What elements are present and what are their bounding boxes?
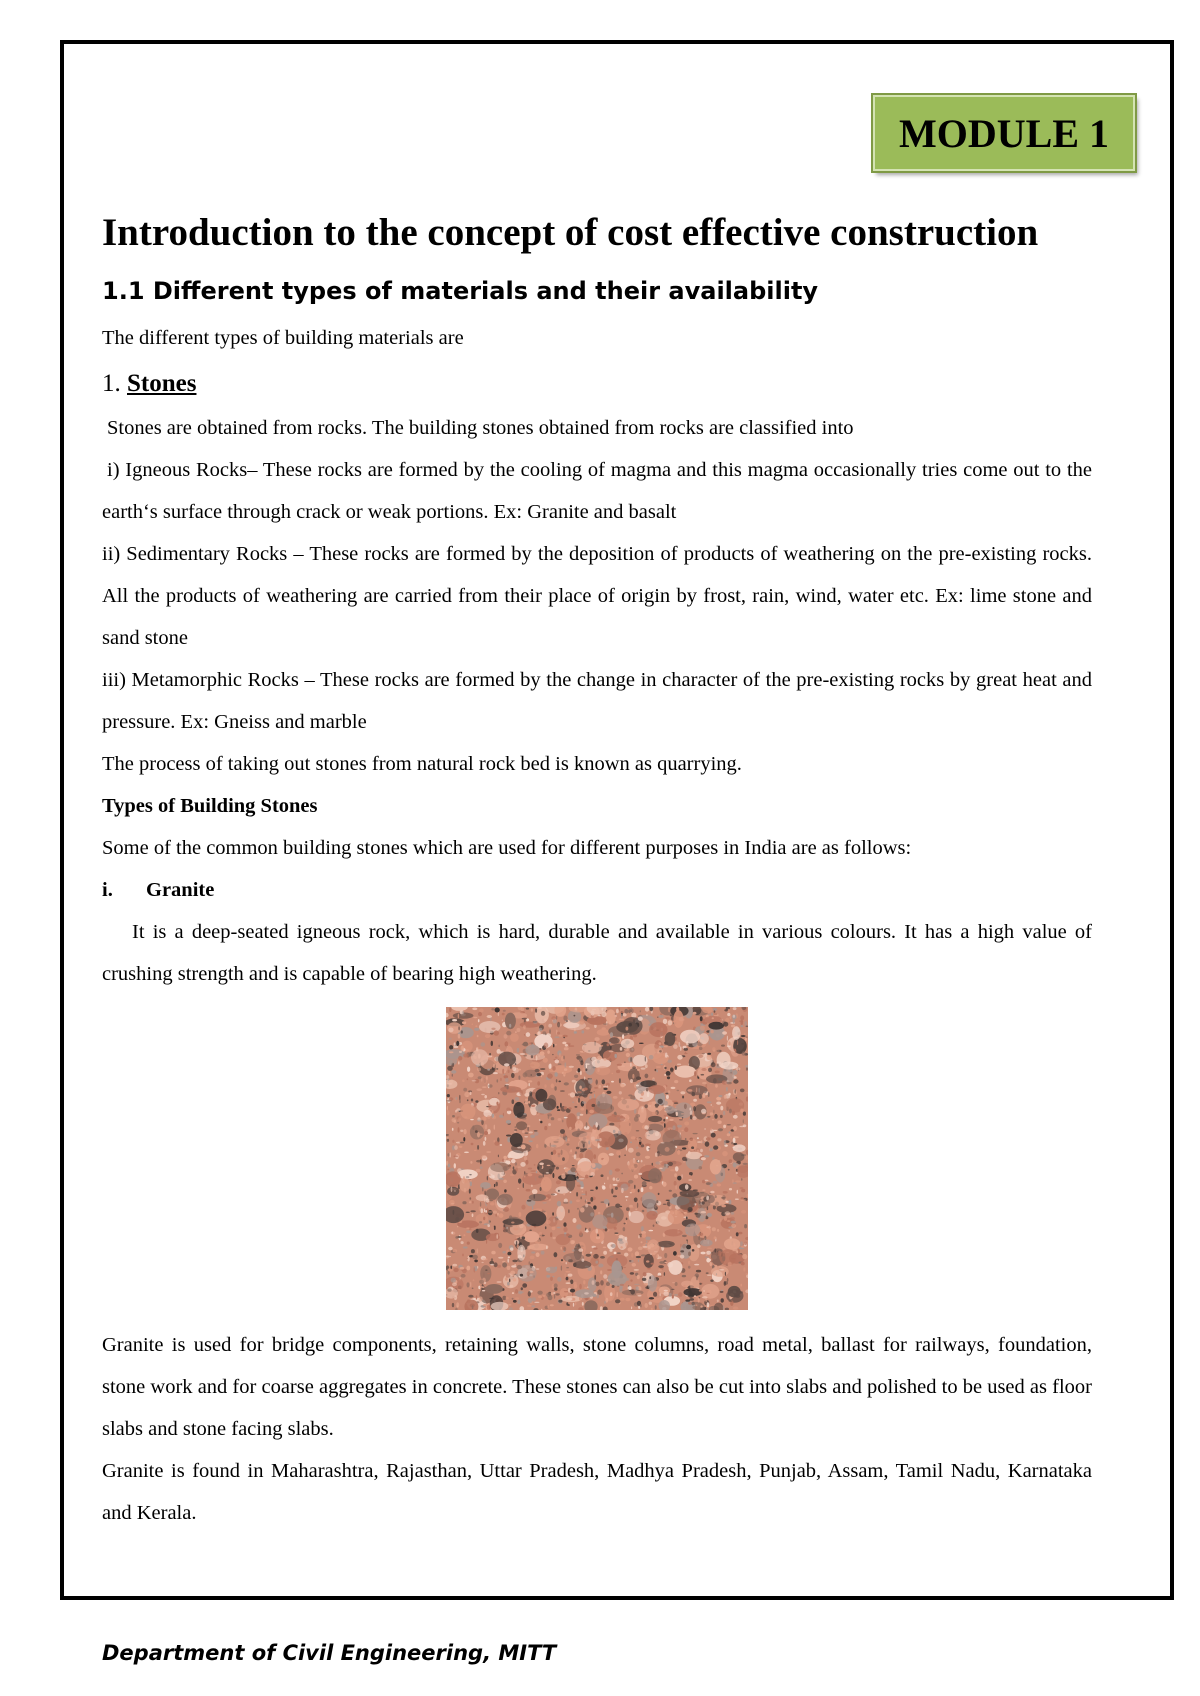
section-heading: 1.1 Different types of materials and their availability: [102, 277, 819, 305]
types-heading: Types of Building Stones: [102, 795, 318, 817]
sedimentary-rocks: ii) Sedimentary Rocks – These rocks are formed by the deposition of products of weathering on the pre-existing rocks. All the products of weathering are carried from their place of origin by frost, rain, wind, water etc. Ex: lime stone and sand stone: [102, 543, 1092, 649]
quarrying-text: The process of taking out stones from natural rock bed is known as quarrying.: [102, 753, 742, 775]
granite-uses: Granite is used for bridge components, retaining walls, stone columns, road metal, ballast for railways, foundation, stone work and for coarse aggregates in concrete. These stones can also be cut into slabs and polished to be used as floor slabs and stone facing slabs.: [102, 1334, 1092, 1440]
stones-heading: [102, 361, 1092, 407]
stones-intro: Stones are obtained from rocks. The building stones obtained from rocks are classified into: [107, 417, 854, 439]
stones-heading-label: Stones: [127, 370, 197, 397]
page-content: [102, 205, 1092, 1534]
module-badge: [873, 95, 1135, 171]
metamorphic-rocks: iii) Metamorphic Rocks – These rocks are formed by the change in character of the pre-existing rocks by great heat and pressure. Ex: Gneiss and marble: [102, 669, 1092, 733]
stones-number: 1.: [102, 370, 127, 397]
module-badge-label: MODULE 1: [899, 110, 1109, 156]
intro-text: The different types of building materials are: [102, 327, 464, 349]
granite-texture-image: [446, 1007, 748, 1310]
granite-locations: Granite is found in Maharashtra, Rajasthan, Uttar Pradesh, Madhya Pradesh, Punjab, Assam, Tamil Nadu, Karnataka and Kerala.: [102, 1460, 1092, 1524]
granite-heading: [102, 869, 1092, 911]
granite-title: Granite: [146, 879, 215, 901]
granite-figure: [102, 1007, 1092, 1310]
types-intro: Some of the common building stones which are used for different purposes in India are as follows:: [102, 837, 912, 859]
page-footer: Department of Civil Engineering, MITT: [102, 1641, 557, 1665]
igneous-rocks: i) Igneous Rocks– These rocks are formed by the cooling of magma and this magma occasionally tries come out to the earth‘s surface through crack or weak portions. Ex: Granite and basalt: [102, 459, 1092, 523]
granite-number: i.: [102, 879, 113, 901]
page-title: Introduction to the concept of cost effective construction: [102, 211, 1039, 254]
granite-description: It is a deep-seated igneous rock, which is hard, durable and available in various colours. It has a high value of crushing strength and is capable of bearing high weathering.: [102, 921, 1092, 985]
